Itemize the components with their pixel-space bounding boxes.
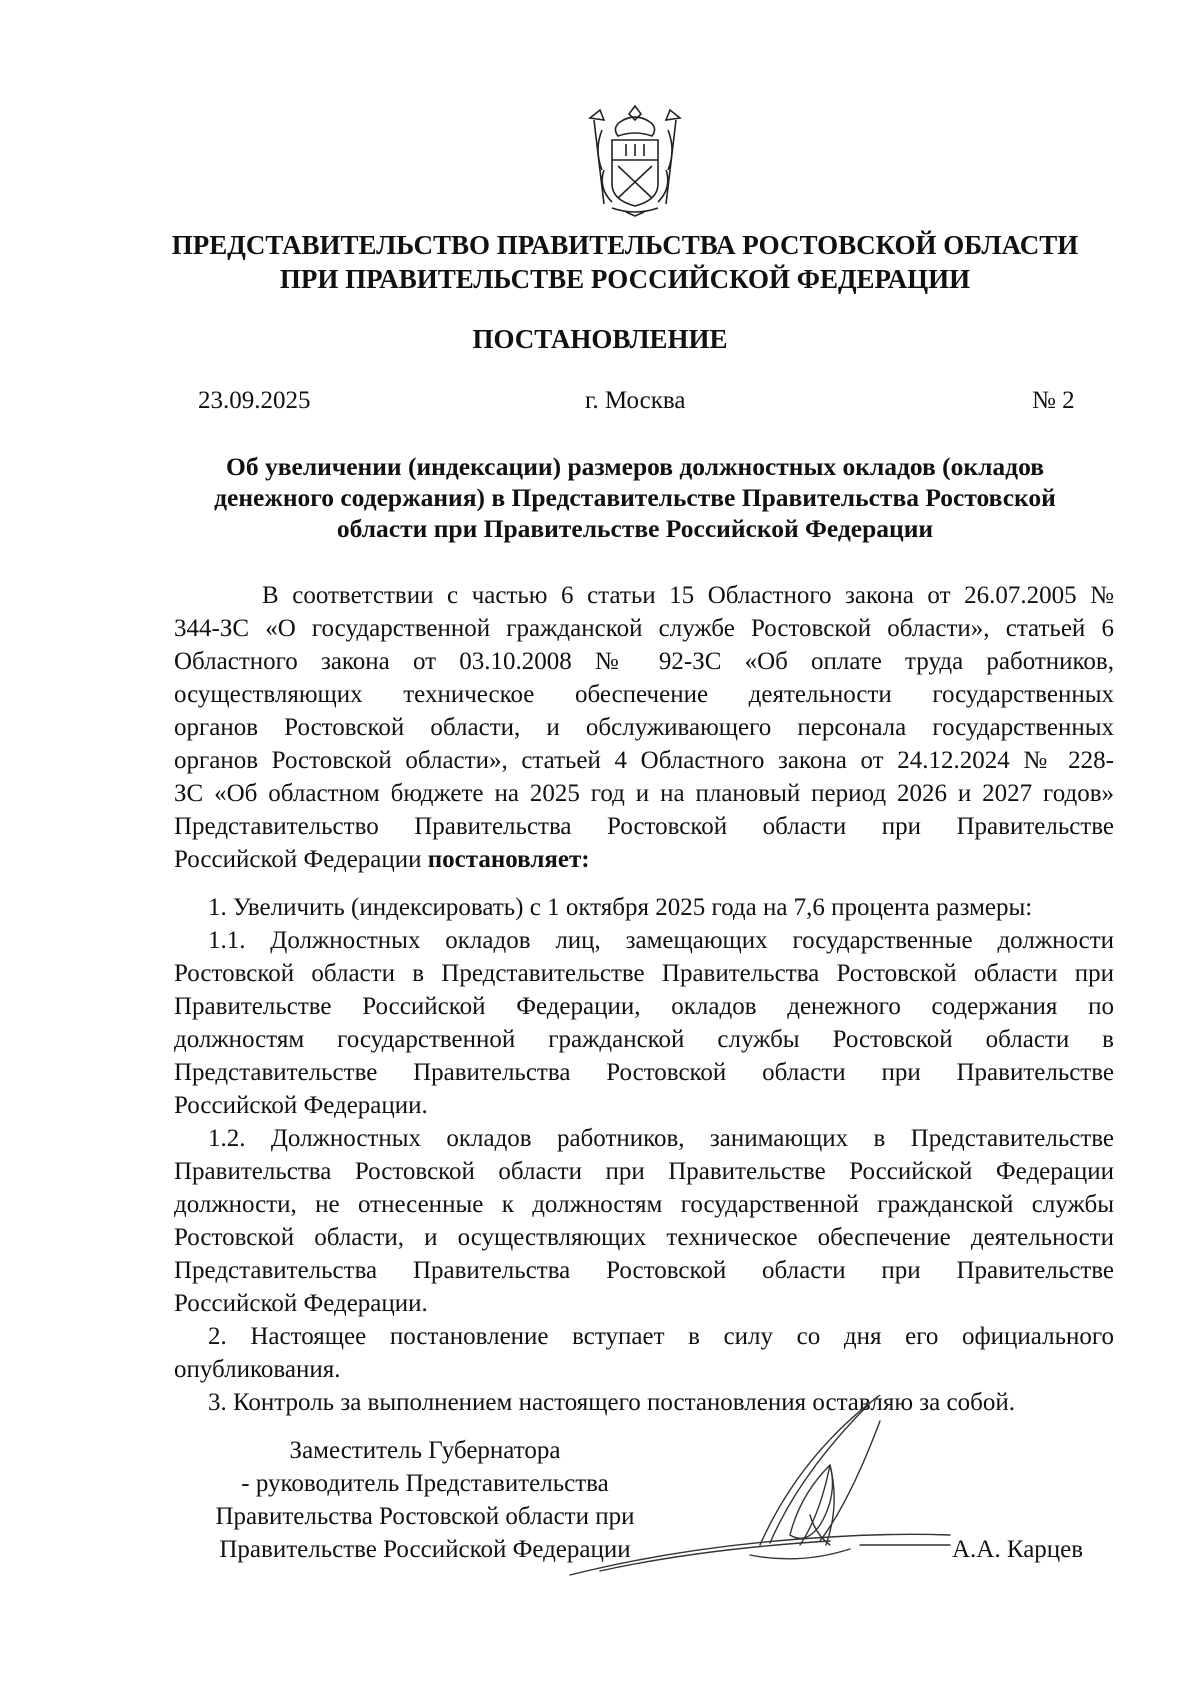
item-line: Представительстве Правительства Ростовской области при Правительстве [174,1059,1114,1086]
item-line: 1.1. Должностных окладов лиц, замещающих государственные должности [208,927,1114,954]
item-line: Ростовской области, и осуществляющих техническое обеспечение деятельности [174,1224,1114,1251]
document-type: ПОСТАНОВЛЕНИЕ [472,324,728,354]
document-title [175,451,1095,544]
position-line: Заместитель Губернатора [289,1437,561,1464]
preamble-final-line [174,843,1114,876]
document-number: № 2 [1032,387,1075,414]
preamble-line: осуществляющих техническое обеспечение деятельности государственных [174,681,1114,708]
item-line: Российской Федерации. [174,1290,428,1317]
preamble-line: органов Ростовской области, и обслуживающего персонала государственных [174,714,1114,741]
item-line: 2. Настоящее постановление вступает в силу со дня его официального [208,1323,1114,1350]
preamble-line: ЗС «Об областном бюджете на 2025 год и на плановый период 2026 и 2027 годов» [174,780,1114,807]
item-line: 1. Увеличить (индексировать) с 1 октября 2025 года на 7,6 процента размеры: [208,894,1033,921]
item-line: 3. Контроль за выполнением настоящего постановления оставляю за собой. [208,1389,1015,1416]
item-line: должностям государственной гражданской службы Ростовской области в [174,1026,1114,1053]
position-line: - руководитель Представительства [241,1470,609,1497]
preamble-line: органов Ростовской области», статьей 4 Областного закона от 24.12.2024 № 228- [174,747,1114,774]
title-line: денежного содержания) в Представительстве Правительства Ростовской [214,483,1056,512]
item-line: Представительства Правительства Ростовской области при Правительстве [174,1257,1114,1284]
preamble-line: 344-ЗС «О государственной гражданской службе Ростовской области», статьей 6 [174,615,1114,642]
preamble-paragraph [174,579,1114,876]
position-line: Правительстве Российской Федерации [219,1536,631,1563]
item-line: Ростовской области в Представительстве Правительства Ростовской области при [174,960,1114,987]
preamble-line: Российской Федерации [174,846,422,873]
item-line: Правительстве Российской Федерации, окладов денежного содержания по [174,993,1114,1020]
title-line: Об увеличении (индексации) размеров должностных окладов (окладов [226,452,1044,481]
item-line: должности, не отнесенные к должностям государственной гражданской службы [174,1191,1114,1218]
signer-name: А.А. Карцев [952,1536,1084,1563]
coat-of-arms-icon [582,100,688,218]
item-line: Российской Федерации. [174,1092,428,1119]
document-date: 23.09.2025 [198,387,311,414]
title-line: области при Правительстве Российской Федерации [336,514,934,543]
item-line: 1.2. Должностных окладов работников, занимающих в Представительстве [208,1125,1114,1152]
handwritten-signature [560,1395,980,1595]
item-line: Правительства Ростовской области при Правительстве Российской Федерации [174,1158,1114,1185]
position-line: Правительства Ростовской области при [215,1503,635,1530]
document-city: г. Москва [585,387,686,414]
organization-name-line-2: ПРИ ПРАВИТЕЛЬСТВЕ РОССИЙСКОЙ ФЕДЕРАЦИИ [279,264,971,294]
preamble-line: Областного закона от 03.10.2008 № 92-ЗС «Об оплате труда работников, [174,648,1114,675]
decree-items [174,891,1114,1419]
preamble-line: Представительство Правительства Ростовской области при Правительстве [174,813,1114,840]
organization-name-line-1: ПРЕДСТАВИТЕЛЬСТВО ПРАВИТЕЛЬСТВА РОСТОВСКОЙ ОБЛАСТИ [171,230,1079,260]
decree-word: постановляет: [427,846,590,873]
item-line: опубликования. [174,1356,341,1383]
preamble-line: В соответствии с частью 6 статьи 15 Областного закона от 26.07.2005 № [262,582,1114,609]
